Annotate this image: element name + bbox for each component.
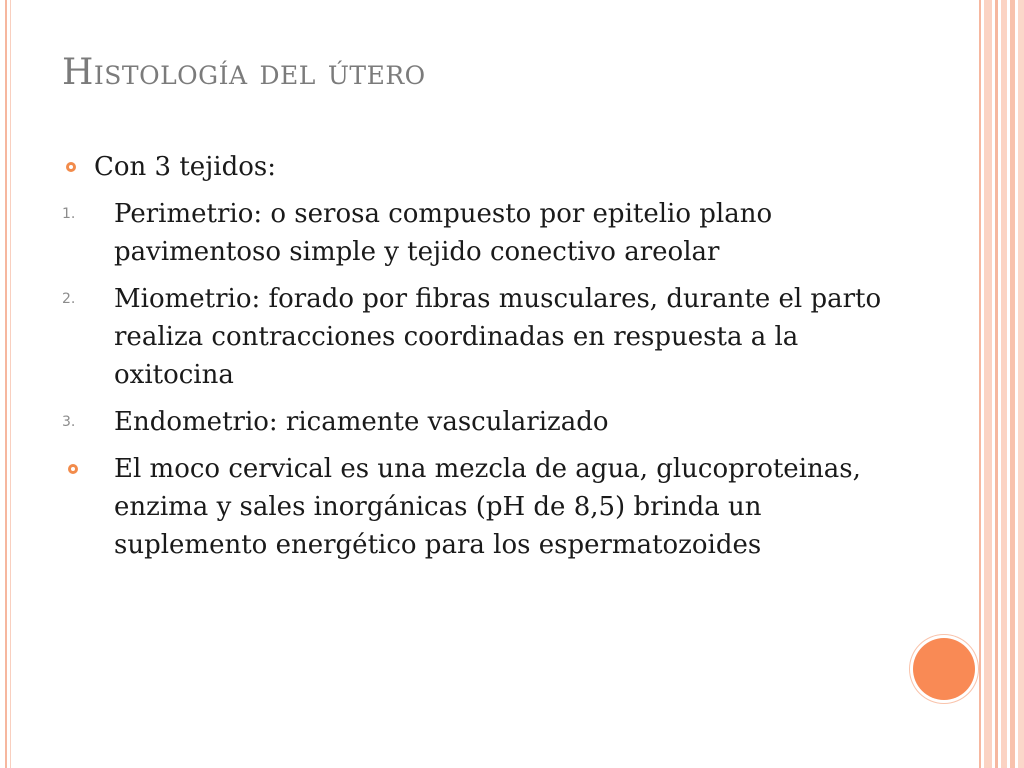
slide-title: Histología del útero xyxy=(62,52,426,93)
bullet-item-intro xyxy=(62,148,882,186)
right-decorative-stripe xyxy=(1010,0,1015,768)
numbered-item xyxy=(62,403,882,441)
circle-bullet-icon xyxy=(66,162,76,172)
slide-body xyxy=(62,148,882,573)
left-decorative-line xyxy=(5,0,7,768)
numbered-item xyxy=(62,280,882,394)
item-text: Miometrio: forado por fibras musculares, durante el parto realiza contracciones coordinadas en respuesta a la oxitocina xyxy=(114,284,882,390)
bullet-item-closing xyxy=(62,450,882,564)
right-decorative-stripe xyxy=(1001,0,1007,768)
numbered-item xyxy=(62,195,882,271)
item-number: 1. xyxy=(62,206,76,222)
bullet-text: El moco cervical es una mezcla de agua, glucoproteinas, enzima y sales inorgánicas (pH de 8,5) brinda un suplemento energético para los espermatozoides xyxy=(114,454,861,560)
left-decorative-line xyxy=(10,0,11,768)
item-number: 2. xyxy=(62,291,76,307)
circle-bullet-icon xyxy=(68,464,78,474)
item-number: 3. xyxy=(62,414,76,430)
right-decorative-stripe xyxy=(979,0,981,768)
right-decorative-stripe xyxy=(1018,0,1024,768)
item-text: Endometrio: ricamente vascularizado xyxy=(114,407,609,437)
right-decorative-stripe xyxy=(984,0,992,768)
item-text: Perimetrio: o serosa compuesto por epitelio plano pavimentoso simple y tejido conectivo areolar xyxy=(114,199,773,267)
right-decorative-stripe xyxy=(995,0,998,768)
bullet-text: Con 3 tejidos: xyxy=(94,152,276,182)
orange-circle-icon xyxy=(913,638,975,700)
